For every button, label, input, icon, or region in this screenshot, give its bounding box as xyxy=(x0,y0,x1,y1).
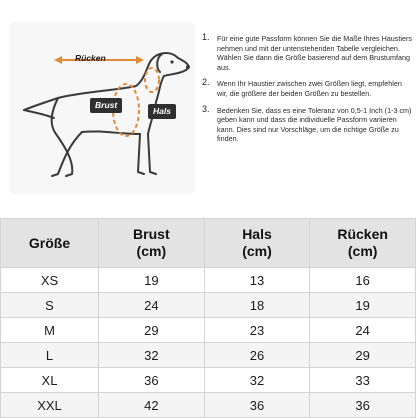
header-neck-label: Hals xyxy=(242,226,272,242)
cell-neck: 32 xyxy=(204,368,310,393)
table-row xyxy=(1,268,416,293)
cell-chest: 24 xyxy=(99,293,205,318)
table-row xyxy=(1,318,416,343)
cell-size: XL xyxy=(1,368,99,393)
header-size-label: Größe xyxy=(28,234,71,251)
cell-size: XXL xyxy=(1,393,99,418)
note-number: 3. xyxy=(202,103,210,114)
note-text: Für eine gute Passform können Sie die Maße Ihres Haustiers nehmen und mit der untenstehenden Tabelle vergleichen. Wählen Sie dann die Größe basierend auf dem Brustumfang aus. xyxy=(217,34,412,72)
header-size xyxy=(1,219,99,268)
cell-neck: 23 xyxy=(204,318,310,343)
table-row xyxy=(1,368,416,393)
header-neck-unit: (cm) xyxy=(242,243,272,259)
cell-chest: 32 xyxy=(99,343,205,368)
table-row xyxy=(1,393,416,418)
header-neck xyxy=(204,219,310,268)
chest-tag: Brust xyxy=(90,98,122,113)
note-number: 2. xyxy=(202,77,210,88)
note-text: Bedenken Sie, dass es eine Toleranz von 0,5-1 Inch (1-3 cm) geben kann und dass die individuelle Passform variieren kann. Dies sind nur Vorschläge, um die richtige Größe zu finden. xyxy=(217,105,412,144)
table-row xyxy=(1,343,416,368)
header-back xyxy=(310,219,416,268)
header-chest-label: Brust xyxy=(133,226,170,242)
header-chest-unit: (cm) xyxy=(136,243,167,259)
sizing-notes xyxy=(202,34,412,151)
cell-back: 36 xyxy=(310,393,416,418)
cell-neck: 18 xyxy=(204,293,310,318)
neck-tag: Hals xyxy=(148,104,176,119)
note-number: 1. xyxy=(202,32,210,42)
table-row xyxy=(1,293,416,318)
cell-size: M xyxy=(1,318,99,343)
cell-back: 33 xyxy=(310,368,416,393)
dog-measurement-illustration xyxy=(10,22,195,194)
cell-back: 19 xyxy=(310,293,416,318)
cell-back: 16 xyxy=(310,268,416,293)
cell-size: L xyxy=(1,343,99,368)
table-header-row xyxy=(1,219,416,268)
note-text: Wenn Ihr Haustier zwischen zwei Größen liegt, empfehlen wir, die größere der beiden Größen zu bestellen. xyxy=(217,79,402,98)
note-item xyxy=(202,79,412,98)
cell-size: XS xyxy=(1,268,99,293)
size-chart-table xyxy=(0,218,416,418)
cell-back: 29 xyxy=(310,343,416,368)
header-back-unit: (cm) xyxy=(347,243,378,259)
cell-chest: 19 xyxy=(99,268,205,293)
cell-chest: 36 xyxy=(99,368,205,393)
cell-chest: 29 xyxy=(99,318,205,343)
cell-neck: 13 xyxy=(204,268,310,293)
note-item xyxy=(202,34,412,72)
cell-neck: 26 xyxy=(204,343,310,368)
header-back-label: Rücken xyxy=(337,226,388,242)
back-label: Rücken xyxy=(75,53,106,63)
cell-neck: 36 xyxy=(204,393,310,418)
cell-chest: 42 xyxy=(99,393,205,418)
cell-size: S xyxy=(1,293,99,318)
header-chest xyxy=(99,219,205,268)
cell-back: 24 xyxy=(310,318,416,343)
note-item xyxy=(202,103,412,144)
